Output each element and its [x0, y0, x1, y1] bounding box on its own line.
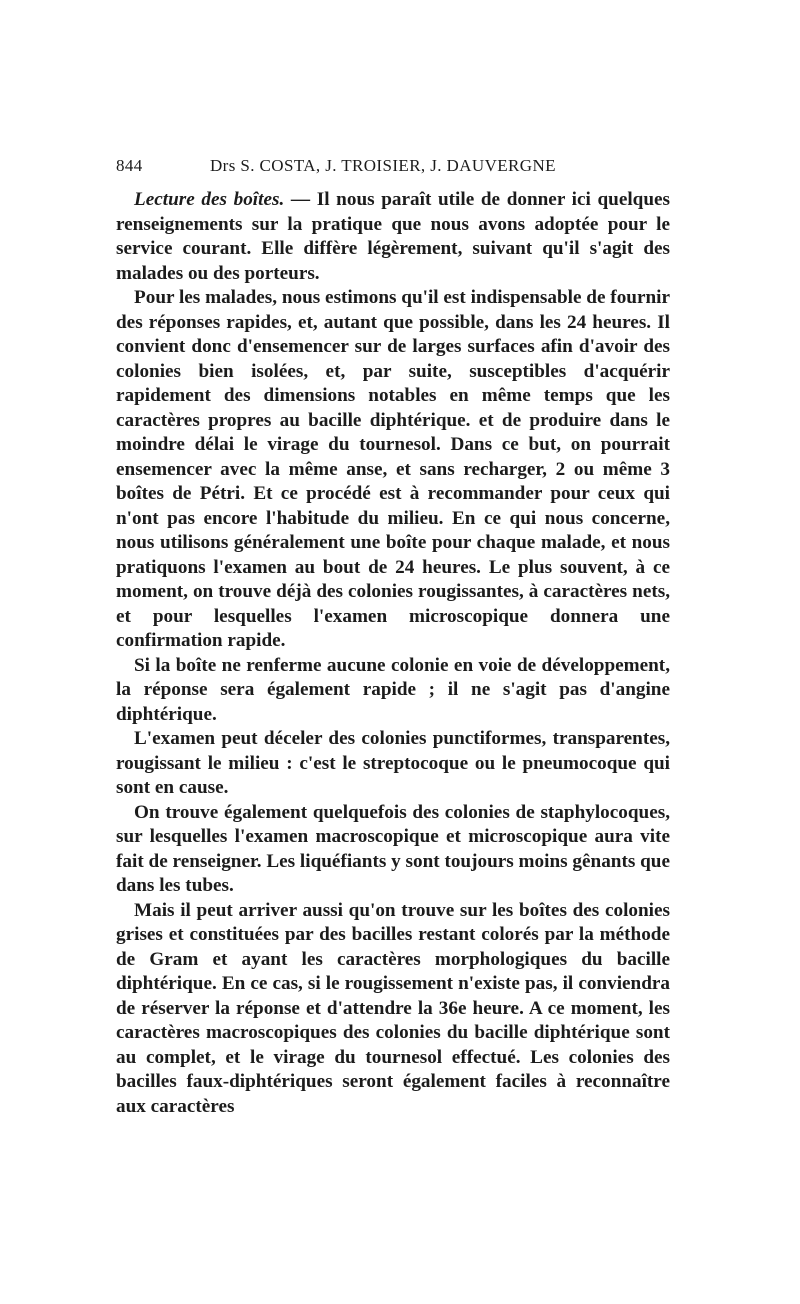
paragraph-1: [116, 188, 670, 286]
body-text: [116, 188, 670, 1119]
paragraph-5: On trouve également quelquefois des colonies de staphylocoques, sur lesquelles l'examen macroscopique et microscopique aura vite fait de renseigner. Les liquéfiants y sont toujours moins gênants que dans les tubes.: [116, 801, 670, 896]
paragraph-4: L'examen peut déceler des colonies punctiformes, transparentes, rougissant le milieu : c'est le streptocoque ou le pneumocoque qui sont en cause.: [116, 728, 670, 798]
section-title: Lecture des boîtes.: [134, 189, 285, 210]
paragraph-3: Si la boîte ne renferme aucune colonie en voie de développement, la réponse sera également rapide ; il ne s'agit pas d'angine diphtérique.: [116, 654, 670, 725]
running-header: [116, 156, 676, 180]
paragraph-1-text: — Il nous paraît utile de donner ici quelques renseignements sur la pratique que nous avons adoptée pour le service courant. Elle diffère légèrement, suivant qu'il s'agit des malades ou des porteurs.: [116, 189, 670, 284]
page-number: 844: [116, 156, 143, 175]
paragraph-6: Mais il peut arriver aussi qu'on trouve sur les boîtes des colonies grises et constituées par des bacilles restant colorés par la méthode de Gram et ayant les caractères morphologiques du bacille diphtérique. En ce cas, si le rougissement n'existe pas, il conviendra de réserver la réponse et d'attendre la 36e heure. A ce moment, les caractères macroscopiques des colonies du bacille diphtérique sont au complet, et le virage du tournesol effectué. Les colonies des bacilles faux-diphtériques seront également faciles à reconnaître aux caractères: [116, 899, 670, 1117]
running-header-authors: Drs S. COSTA, J. TROISIER, J. DAUVERGNE: [210, 156, 556, 175]
paragraph-2: Pour les malades, nous estimons qu'il est indispensable de fournir des réponses rapides, et, autant que possible, dans les 24 heures. Il convient donc d'ensemencer sur de larges surfaces afin d'avoir des colonies bien isolées, et, par suite, susceptibles d'acquérir rapidement des dimensions notables en même temps que les caractères propres au bacille diphtérique. et de produire dans le moindre délai le virage du tournesol. Dans ce but, on pourrait ensemencer avec la même anse, et sans recharger, 2 ou même 3 boîtes de Pétri. Et ce procédé est à recommander pour ceux qui n'ont pas encore l'habitude du milieu. En ce qui nous concerne, nous utilisons généralement une boîte pour chaque malade, et nous pratiquons l'examen au bout de 24 heures. Le plus souvent, à ce moment, on trouve déjà des colonies rougissantes, à caractères nets, et pour lesquelles l'examen microscopique donnera une confirmation rapide.: [116, 287, 670, 651]
